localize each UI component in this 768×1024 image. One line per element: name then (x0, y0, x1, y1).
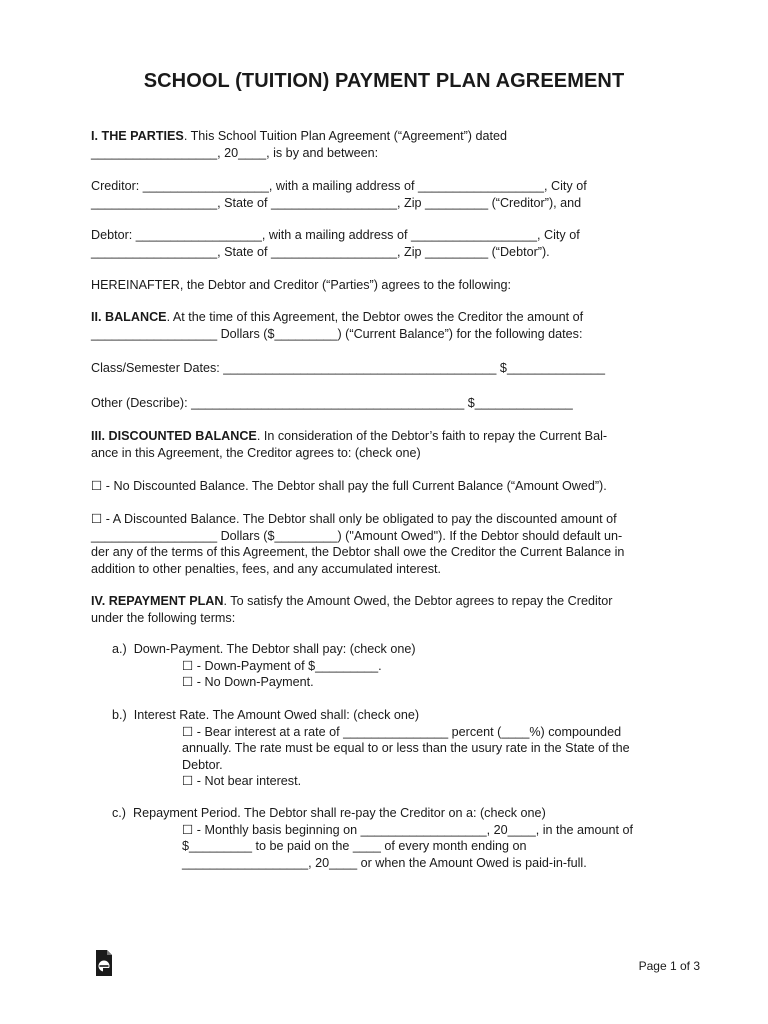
balance-line-1: . At the time of this Agreement, the Debtor owes the Creditor the amount of (166, 310, 584, 324)
down-payment-option-amount[interactable]: ☐ - Down-Payment of $_________. (182, 658, 382, 673)
balance-line-2: __________________ Dollars ($_________) (“Current Balance”) for the following dates: (91, 326, 583, 341)
debtor-line-2: __________________, State of __________________, Zip _________ (“Debtor”). (91, 244, 550, 259)
down-payment-title: a.) Down-Payment. The Debtor shall pay: (check one) (112, 642, 416, 656)
interest-rate-item: b.) Interest Rate. The Amount Owed shall: (check one) ☐ - Bear interest at a rate of _______________ percent (____%) compounded annually. The rate must be equal to or less than the usury rate in the State of the Debtor. ☐ - Not bear interest. (112, 707, 702, 790)
debtor-line-1: Debtor: __________________, with a mailing address of __________________, City of (91, 228, 580, 242)
document-title: SCHOOL (TUITION) PAYMENT PLAN AGREEMENT (143, 70, 625, 92)
discounted-line-2: ance in this Agreement, the Creditor agrees to: (check one) (91, 445, 421, 460)
discount-option-discounted[interactable]: ☐ - A Discounted Balance. The Debtor shall only be obligated to pay the discounted amount of __________________ Dollars ($_________) ("Amount Owed"). If the Debtor should default un- der any of the terms of this Agreement, the Debtor shall owe the Creditor the Current Balance in addition to other penalties, fees, and any accumulated interest. (91, 512, 625, 576)
discounted-line-1: . In consideration of the Debtor’s faith to repay the Current Bal- (256, 429, 608, 443)
parties-heading: I. THE PARTIES (91, 129, 184, 143)
parties-line-2: __________________, 20____, is by and between: (91, 145, 379, 160)
repayment-line-1: . To satisfy the Amount Owed, the Debtor agrees to repay the Creditor (223, 594, 613, 608)
repayment-period-title: c.) Repayment Period. The Debtor shall re-pay the Creditor on a: (check one) (112, 806, 546, 820)
interest-rate-title: b.) Interest Rate. The Amount Owed shall: (check one) (112, 708, 420, 722)
down-payment-option-none[interactable]: ☐ - No Down-Payment. (182, 675, 314, 689)
repayment-section (91, 593, 681, 626)
repayment-period-item: c.) Repayment Period. The Debtor shall re-pay the Creditor on a: (check one) ☐ - Monthly basis beginning on __________________, 20____, in the amount of $_________ to be paid on the ____ of every month ending on __________________, 20____ or when the Amount Owed is paid-in-full. (112, 805, 702, 871)
parties-section (91, 128, 681, 161)
creditor-section (91, 178, 681, 211)
hereinafter-paragraph: HEREINAFTER, the Debtor and Creditor (“Parties”) agrees to the following: (91, 278, 511, 292)
page-number: Page 1 of 3 (638, 959, 700, 973)
interest-option-not-bear[interactable]: ☐ - Not bear interest. (182, 774, 302, 788)
debtor-section (91, 227, 681, 260)
balance-section (91, 309, 681, 342)
interest-option-bear[interactable]: ☐ - Bear interest at a rate of _______________ percent (____%) compounded (182, 724, 622, 739)
down-payment-item (112, 641, 702, 691)
creditor-line-2: __________________, State of __________________, Zip _________ (“Creditor”), and (91, 195, 582, 210)
balance-heading: II. BALANCE (91, 310, 167, 324)
discounted-section (91, 428, 681, 461)
eforms-logo-icon (94, 950, 114, 978)
discount-option-none[interactable]: ☐ - No Discounted Balance. The Debtor shall pay the full Current Balance (“Amount Owed”). (91, 479, 607, 493)
creditor-line-1: Creditor: __________________, with a mailing address of __________________, City of (91, 179, 587, 193)
repayment-heading: IV. REPAYMENT PLAN (91, 594, 224, 608)
other-describe-line: Other (Describe): _______________________________________ $______________ (91, 396, 573, 410)
repayment-line-2: under the following terms: (91, 610, 236, 625)
repayment-option-monthly[interactable]: ☐ - Monthly basis beginning on __________________, 20____, in the amount of (182, 822, 634, 837)
parties-line-1: . This School Tuition Plan Agreement (“Agreement”) dated (183, 129, 508, 143)
discounted-heading: III. DISCOUNTED BALANCE (91, 429, 257, 443)
class-dates-line: Class/Semester Dates: _______________________________________ $______________ (91, 361, 605, 375)
